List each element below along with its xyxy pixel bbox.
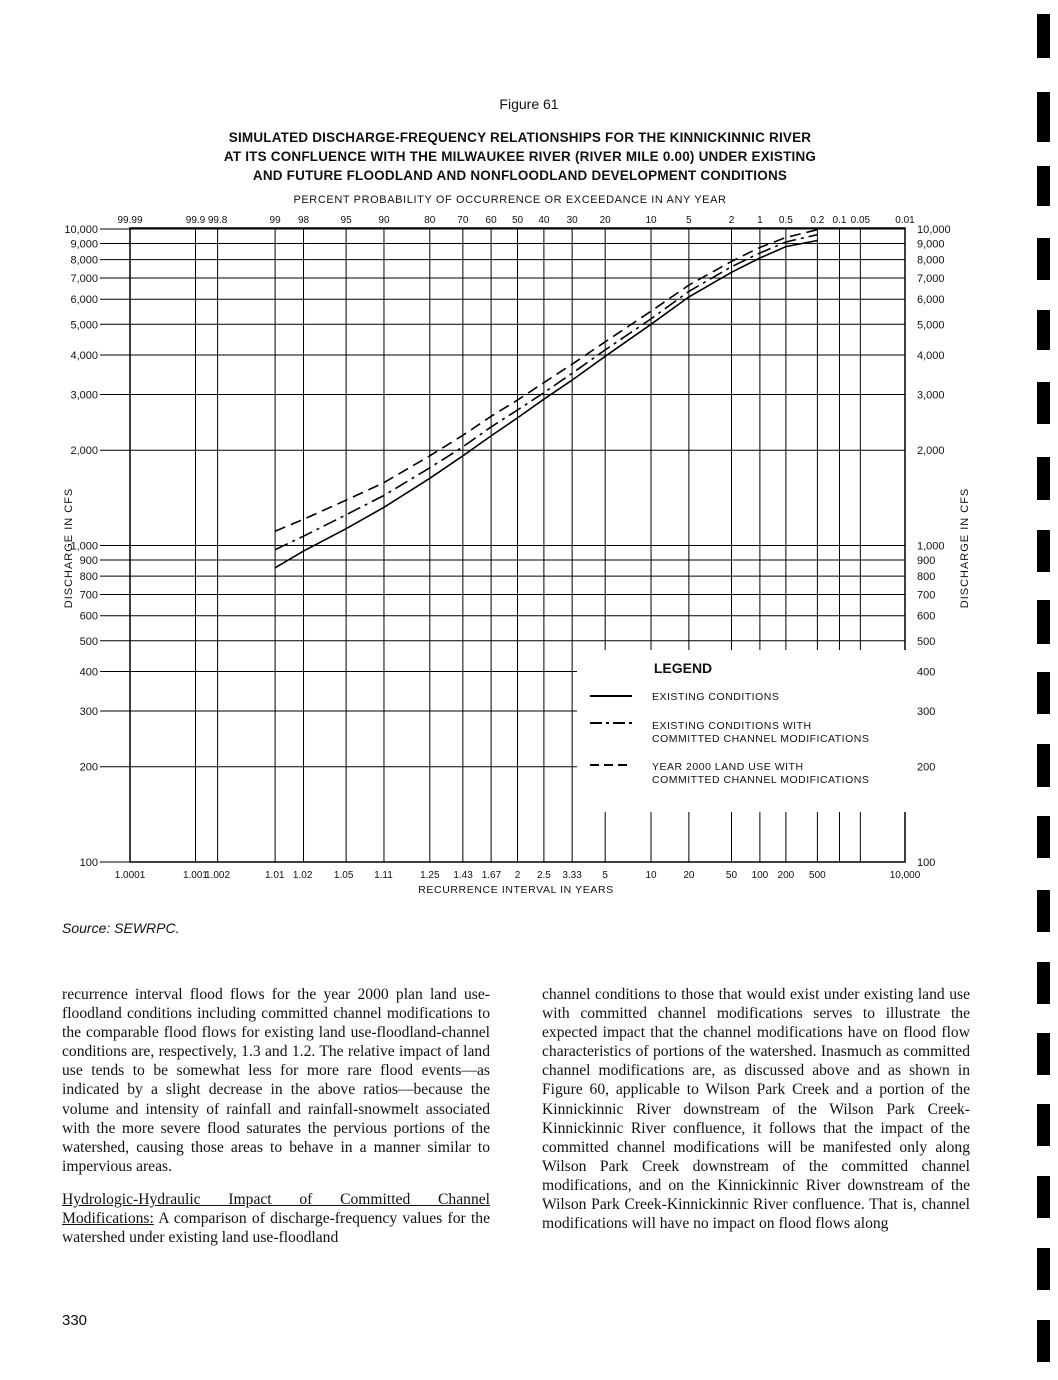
legend-label: COMMITTED CHANNEL MODIFICATIONS (652, 733, 870, 745)
y-tick-label-right: 6,000 (917, 294, 945, 307)
figure-title-line: AND FUTURE FLOODLAND AND NONFLOODLAND DEVELOPMENT CONDITIONS (252, 168, 788, 183)
registration-mark (1037, 1176, 1050, 1218)
y-tick-label-left: 10,000 (64, 224, 98, 236)
body-paragraph: recurrence interval flood flows for the year 2000 plan land use-floodland conditions including committed channel modifications to the comparable flood flows for existing land use-floodland-channel conditions are, respectively, 1.3 and 1.2. The relative impact of land use tends to be somewhat less for more rare flood events—as indicated by a slight decrease in the above ratios—because the volume and intensity of rainfall and rainfall-snowmelt associated with the more severe flood saturates the pervious portions of the watershed, causing those areas to behave in a manner similar to impervious areas. (62, 986, 490, 1175)
y-tick-label-right: 4,000 (917, 349, 945, 362)
registration-mark (1037, 600, 1050, 644)
y-tick-label-left: 300 (79, 705, 98, 718)
y-tick-label-right: 500 (917, 635, 936, 648)
y-tick-label-right: 9,000 (917, 238, 945, 251)
registration-mark (1037, 238, 1050, 280)
top-tick-label: 0.2 (810, 215, 825, 226)
top-tick-label: 60 (485, 215, 497, 226)
bottom-tick-label: 1.01 (264, 870, 285, 881)
top-tick-label: 70 (457, 215, 469, 226)
top-tick-label: 99 (269, 215, 281, 226)
bottom-tick-label: 1.02 (292, 870, 313, 881)
y-tick-label-right: 400 (917, 666, 936, 679)
bottom-tick-label: 2 (514, 870, 521, 881)
y-tick-label-right: 600 (917, 610, 936, 623)
top-tick-label: 99.8 (207, 215, 228, 226)
registration-mark (1037, 1320, 1050, 1362)
y-tick-label-right: 900 (917, 554, 936, 567)
y-tick-label-right: 10,000 (917, 224, 951, 236)
registration-mark (1037, 92, 1050, 142)
bottom-tick-label: 20 (683, 870, 695, 881)
bottom-tick-label: 5 (602, 870, 608, 881)
registration-mark (1037, 530, 1050, 572)
bottom-tick-label: 1.67 (481, 870, 502, 881)
registration-mark (1037, 1033, 1050, 1075)
bottom-tick-label: 3.33 (562, 870, 582, 881)
body-text: A comparison of discharge-frequency values for the watershed under existing land use-floodland (62, 1210, 490, 1247)
y-tick-label-left: 6,000 (70, 294, 98, 307)
y-tick-label-left: 700 (79, 589, 98, 602)
y-tick-label-left: 2,000 (70, 445, 98, 458)
y-tick-label-left: 3,000 (70, 389, 98, 402)
top-tick-label: 99.9 (185, 215, 206, 226)
bottom-tick-label: 100 (751, 870, 769, 881)
y-tick-label-left: 200 (79, 761, 98, 774)
y-tick-label-left: 500 (79, 635, 98, 648)
y-tick-label-left: 9,000 (70, 238, 98, 251)
registration-mark (1037, 457, 1050, 500)
top-tick-label: 1 (757, 215, 763, 226)
y-tick-label-right: 800 (917, 571, 936, 584)
y-tick-label-right: 700 (917, 589, 936, 602)
registration-mark (1037, 890, 1050, 932)
y-tick-label-left: 800 (79, 571, 98, 584)
legend-label: EXISTING CONDITIONS WITH (652, 720, 812, 732)
figure-title-line: SIMULATED DISCHARGE-FREQUENCY RELATIONSHIPS FOR THE KINNICKINNIC RIVER (228, 130, 812, 145)
registration-mark (1037, 382, 1050, 424)
y-tick-label-left: 8,000 (70, 254, 98, 267)
top-tick-label: 30 (566, 215, 578, 226)
bottom-tick-label: 1.0001 (114, 870, 146, 881)
bottom-tick-label: 10,000 (889, 870, 921, 881)
top-tick-label: 10 (645, 215, 657, 226)
top-tick-label: 98 (297, 215, 310, 226)
y-tick-label-left: 100 (79, 857, 98, 869)
top-tick-label: 5 (686, 215, 692, 226)
top-tick-label: 0.05 (850, 215, 871, 226)
legend-label: COMMITTED CHANNEL MODIFICATIONS (652, 774, 870, 786)
y-axis-title-left: DISCHARGE IN CFS (63, 487, 75, 609)
y-axis-title-right: DISCHARGE IN CFS (959, 487, 971, 609)
top-tick-label: 90 (378, 215, 390, 226)
registration-mark (1037, 166, 1050, 206)
page-number: 330 (62, 1312, 88, 1329)
top-tick-label: 99.99 (117, 215, 143, 226)
registration-mark (1037, 14, 1050, 58)
bottom-tick-label: 1.25 (420, 870, 440, 881)
top-tick-label: 0.5 (778, 215, 793, 226)
curve-dash-dot (275, 235, 817, 550)
curve-solid (275, 241, 817, 568)
bottom-tick-label: 1.43 (453, 870, 473, 881)
registration-mark (1037, 816, 1050, 858)
y-tick-label-left: 900 (79, 554, 98, 567)
y-tick-label-left: 5,000 (70, 319, 98, 332)
source-note: Source: SEWRPC. (62, 920, 180, 936)
top-tick-label: 2 (728, 215, 735, 226)
y-tick-label-right: 7,000 (917, 273, 945, 286)
y-tick-label-left: 4,000 (70, 349, 98, 362)
bottom-tick-label: 1.001 (182, 870, 209, 881)
y-tick-label-left: 1,000 (70, 540, 98, 553)
bottom-tick-label: 1.002 (205, 870, 231, 881)
top-tick-label: 95 (340, 215, 352, 226)
y-tick-label-right: 100 (917, 857, 936, 869)
y-tick-label-left: 7,000 (70, 273, 98, 286)
curve-dashed (275, 230, 817, 532)
registration-mark (1037, 1104, 1050, 1146)
y-tick-label-left: 600 (79, 610, 98, 623)
y-tick-label-left: 400 (79, 666, 98, 679)
legend-label: EXISTING CONDITIONS (652, 691, 780, 703)
legend-title: LEGEND (653, 660, 713, 676)
body-column-right (542, 985, 970, 1233)
registration-mark (1037, 962, 1050, 1004)
figure-title-line: AT ITS CONFLUENCE WITH THE MILWAUKEE RIVER (RIVER MILE 0.00) UNDER EXISTING (223, 149, 817, 164)
body-paragraph: channel conditions to those that would exist under existing land use with committed channel modifications serves to illustrate the expected impact that the channel modifications have on flood flow characteristics of portions of the watershed. Inasmuch as committed channel modifications are, as discussed above and as shown in Figure 60, applicable to Wilson Park Creek and a portion of the Kinnickinnic River downstream of the Wilson Park Creek-Kinnickinnic River confluence, it follows that the impact of the committed channel modifications will be manifested only along Wilson Park Creek downstream of the committed channel modifications, and on the Kinnickinnic River downstream of the Wilson Park Creek-Kinnickinnic River confluence. That is, channel modifications will have no impact on flood flows along (542, 986, 970, 1233)
chart-legend (577, 650, 907, 812)
top-tick-label: 0.01 (895, 215, 915, 226)
y-tick-label-right: 200 (917, 761, 936, 774)
y-tick-label-right: 2,000 (917, 445, 945, 458)
top-tick-label: 80 (424, 215, 436, 226)
y-tick-label-right: 300 (917, 705, 936, 718)
bottom-tick-label: 50 (725, 870, 738, 881)
y-tick-label-right: 1,000 (917, 540, 945, 553)
top-tick-label: 0.1 (832, 215, 847, 226)
bottom-tick-label: 200 (777, 870, 795, 881)
legend-label: YEAR 2000 LAND USE WITH (652, 761, 804, 773)
y-tick-label-right: 5,000 (917, 319, 945, 332)
bottom-tick-label: 2.5 (536, 870, 551, 881)
registration-mark (1037, 672, 1050, 714)
y-tick-label-right: 8,000 (917, 254, 945, 267)
registration-mark (1037, 1248, 1050, 1290)
registration-mark (1037, 744, 1050, 787)
bottom-tick-label: 1.05 (333, 870, 354, 881)
registration-mark (1037, 310, 1050, 350)
bottom-tick-label: 1.11 (374, 870, 393, 881)
body-column-left (62, 985, 490, 1247)
bottom-axis-title: RECURRENCE INTERVAL IN YEARS (418, 884, 614, 896)
bottom-tick-label: 10 (645, 870, 657, 881)
section-heading: Hydrologic-Hydraulic Impact of Committed Channel Modifications: (62, 1190, 490, 1228)
bottom-tick-label: 500 (809, 870, 826, 881)
chart-curves (275, 230, 817, 568)
top-tick-label: 50 (511, 215, 524, 226)
body-paragraph (62, 1190, 490, 1247)
top-axis-title: PERCENT PROBABILITY OF OCCURRENCE OR EXCEEDANCE IN ANY YEAR (293, 194, 727, 206)
y-tick-label-right: 3,000 (917, 389, 945, 402)
top-tick-label: 40 (538, 215, 550, 226)
top-tick-label: 20 (599, 215, 611, 226)
figure-label: Figure 61 (499, 96, 559, 112)
